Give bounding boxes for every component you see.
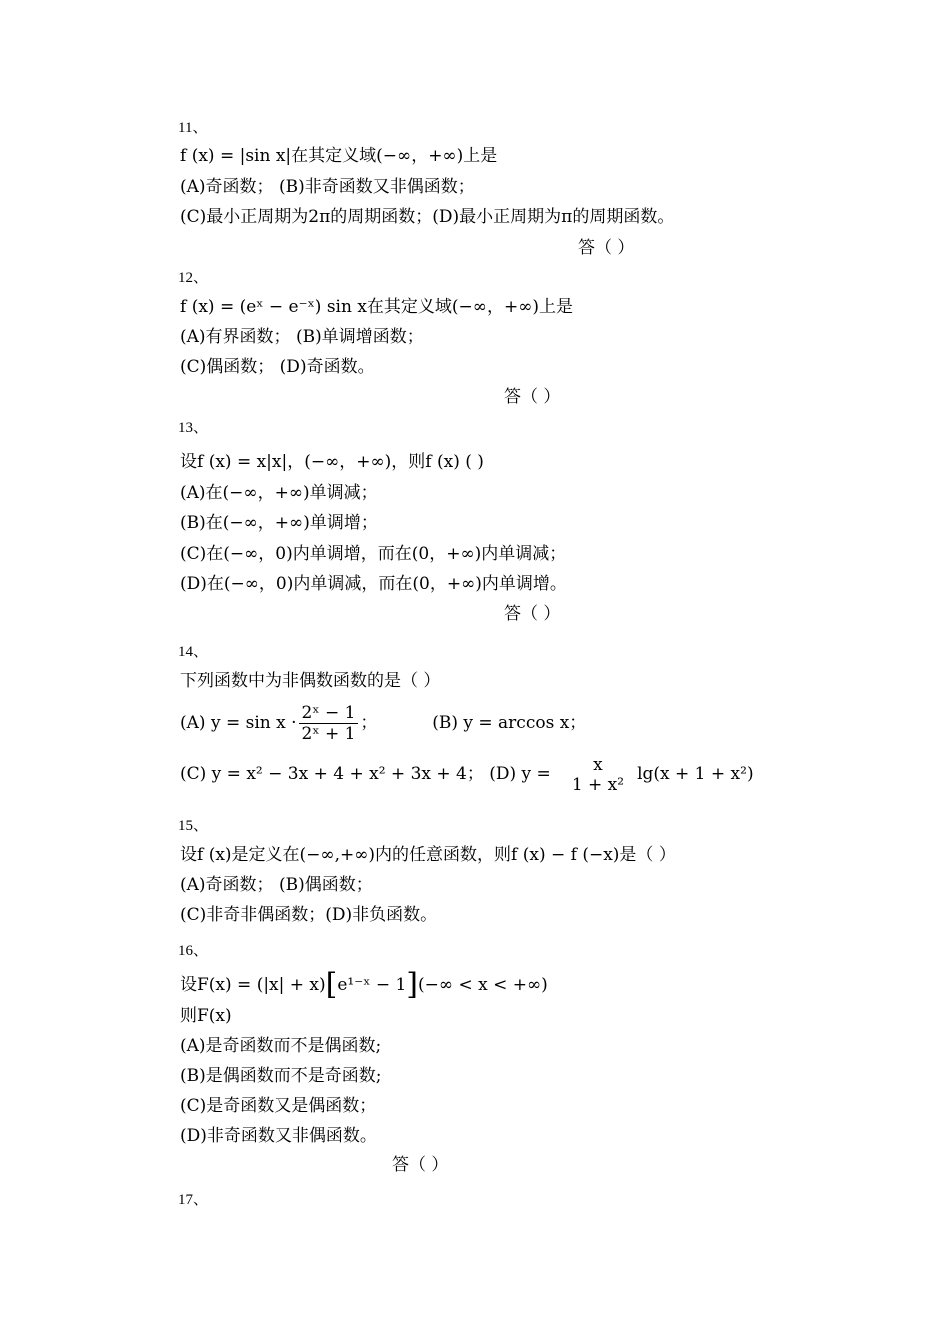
question-16-option-d: (D)非奇函数又非偶函数。 (180, 1126, 377, 1146)
question-13-option-a: (A)在(−∞，+∞)单调减； (180, 483, 378, 503)
question-14-option-d-suffix: lg(x + 1 + x²) (637, 764, 754, 784)
question-12-answer-blank: 答（ ） (504, 387, 561, 407)
question-17-number: 17、 (178, 1192, 209, 1208)
question-15-option-cd: (C)非奇非偶函数；(D)非负函数。 (180, 905, 438, 925)
question-16-option-c: (C)是奇函数又是偶函数； (180, 1096, 377, 1116)
question-11-option-cd: (C)最小正周期为2π的周期函数；(D)最小正周期为π的周期函数。 (180, 207, 675, 227)
question-12-option-cd: (C)偶函数； (D)奇函数。 (180, 357, 375, 377)
question-14-option-cd (180, 753, 754, 795)
question-14-option-a-prefix: (A) y = sin x · (180, 713, 297, 733)
question-11-number: 11、 (178, 120, 208, 136)
question-13-option-b: (B)在(−∞，+∞)单调增； (180, 513, 378, 533)
question-14-option-c: (C) y = x² − 3x + 4 + x² + 3x + 4； (180, 764, 484, 784)
question-13-option-c: (C)在(−∞，0)内单调增，而在(0，+∞)内单调减； (180, 544, 567, 564)
question-14-option-ab (180, 703, 586, 744)
question-16-option-b: (B)是偶函数而不是奇函数; (180, 1066, 382, 1086)
question-16-stem2: 则F(x) (180, 1006, 232, 1026)
question-16-number: 16、 (178, 943, 209, 959)
question-12-stem: f (x) = (eˣ − e⁻ˣ) sin x在其定义域(−∞，+∞)上是 (180, 297, 574, 317)
question-11-option-ab: (A)奇函数； (B)非奇函数又非偶函数； (180, 177, 475, 197)
question-14-option-d-fraction (569, 755, 627, 795)
question-13-answer-blank: 答（ ） (504, 604, 561, 624)
question-13-number: 13、 (178, 420, 209, 436)
question-16-stem (180, 967, 548, 1002)
question-14-option-a-suffix: ； (360, 713, 378, 733)
left-bracket: [ (325, 967, 338, 1002)
question-16-stem-pre: 设F(x) = (|x| + x) (180, 975, 326, 995)
fraction-denominator: 1 + x² (571, 774, 625, 795)
question-12-option-ab: (A)有界函数； (B)单调增函数； (180, 327, 424, 347)
question-13-stem: 设f (x) = x|x|，(−∞，+∞)，则f (x) ( ) (180, 452, 484, 472)
fraction-numerator: 2ˣ − 1 (299, 703, 359, 724)
question-14-stem: 下列函数中为非偶数函数的是（ ） (180, 671, 441, 691)
question-16-stem-post: (−∞ < x < +∞) (418, 975, 548, 995)
question-14-option-a-fraction (299, 703, 359, 744)
question-16-option-a: (A)是奇函数而不是偶函数; (180, 1036, 382, 1056)
question-14-option-d-prefix: (D) y = (489, 764, 551, 784)
question-13-option-d: (D)在(−∞，0)内单调减，而在(0，+∞)内单调增。 (180, 574, 567, 594)
question-15-stem: 设f (x)是定义在(−∞,+∞)内的任意函数，则f (x) − f (−x)是（ ） (180, 845, 676, 865)
question-14-option-b: (B) y = arccos x； (432, 713, 587, 733)
right-bracket: ] (406, 967, 419, 1002)
fraction-denominator: 2ˣ + 1 (301, 724, 356, 744)
question-15-option-ab: (A)奇函数； (B)偶函数； (180, 875, 373, 895)
question-15-number: 15、 (178, 818, 209, 834)
question-16-stem-mid: e¹⁻ˣ − 1 (337, 975, 407, 995)
question-12-number: 12、 (178, 270, 209, 286)
question-14-number: 14、 (178, 644, 209, 660)
question-11-stem: f (x) = |sin x|在其定义域(−∞，+∞)上是 (180, 146, 498, 166)
fraction-numerator: x (593, 754, 603, 775)
question-16-answer-blank: 答（ ） (392, 1155, 449, 1175)
question-11-answer-blank: 答（ ） (578, 238, 635, 258)
